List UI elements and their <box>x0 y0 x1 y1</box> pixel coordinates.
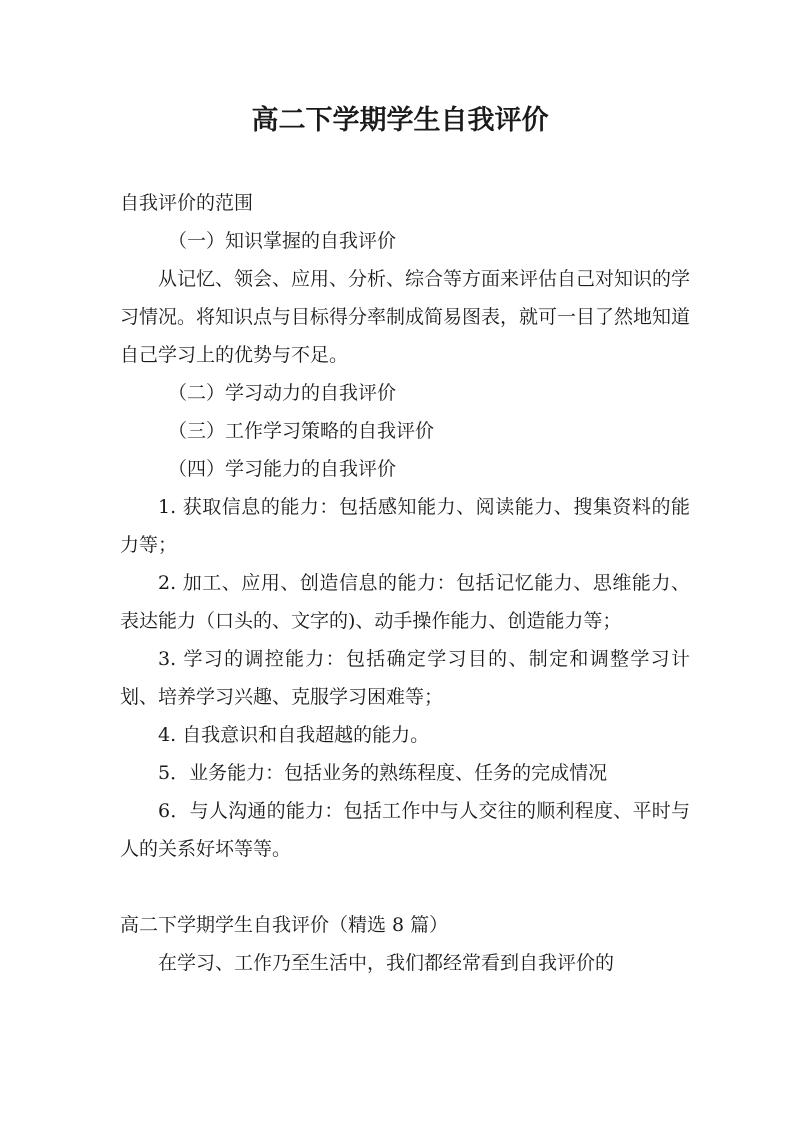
paragraph-gap <box>120 868 690 906</box>
subheading-motivation: （二）学习动力的自我评价 <box>168 382 397 404</box>
paragraph-intro: 在学习、工作乃至生活中，我们都经常看到自我评价的 <box>158 952 615 974</box>
list-item-4: 4. 自我意识和自我超越的能力。 <box>158 724 430 746</box>
list-item-2: 2. 加工、应用、创造信息的能力：包括记忆能力、思维能力、表达能力（口头的、文字的)、动手操作能力、创造能力等； <box>120 572 690 632</box>
document-body <box>120 184 690 982</box>
list-item-3: 3. 学习的调控能力：包括确定学习目的、制定和调整学习计划、培养学习兴趣、克服学习困难等； <box>120 648 690 708</box>
list-item-6: 6．与人沟通的能力：包括工作中与人交往的顺利程度、平时与人的关系好坏等等。 <box>120 800 690 860</box>
list-item-5: 5．业务能力：包括业务的熟练程度、任务的完成情况 <box>158 762 608 784</box>
subheading-knowledge: （一）知识掌握的自我评价 <box>168 230 397 252</box>
section-heading: 自我评价的范围 <box>120 192 254 214</box>
subheading-strategy: （三）工作学习策略的自我评价 <box>168 420 435 442</box>
list-item-1: 1. 获取信息的能力：包括感知能力、阅读能力、搜集资料的能力等； <box>120 496 690 556</box>
section-heading-2: 高二下学期学生自我评价（精选 8 篇） <box>120 914 449 936</box>
document-title: 高二下学期学生自我评价 <box>251 105 549 136</box>
subheading-ability: （四）学习能力的自我评价 <box>168 458 397 480</box>
paragraph-knowledge: 从记忆、领会、应用、分析、综合等方面来评估自己对知识的学习情况。将知识点与目标得分率制成简易图表，就可一目了然地知道自己学习上的优势与不足。 <box>120 268 691 366</box>
